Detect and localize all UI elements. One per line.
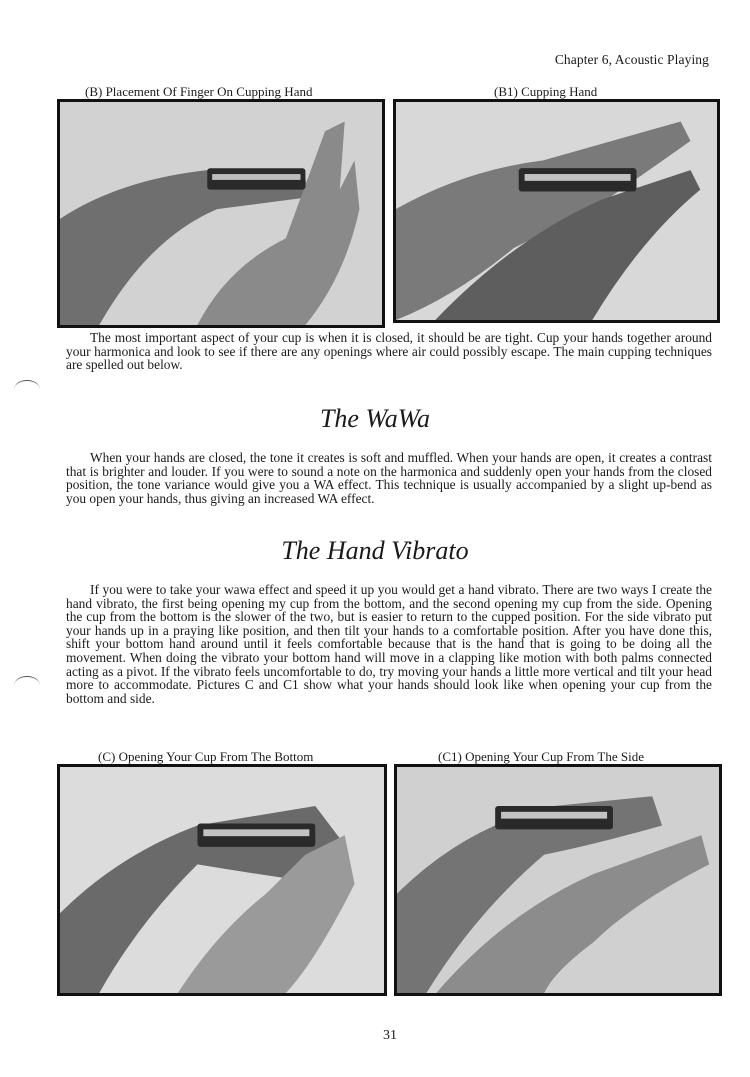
hand-vibrato-heading: The Hand Vibrato <box>281 536 469 565</box>
figure-b1-photo <box>393 99 720 323</box>
figure-c-photo <box>57 764 387 996</box>
intro-text: The most important aspect of your cup is when it is closed, it should be are tight. Cup your hands together around your harmonica and look to see if there are any openings where air could possibly escape. The main cupping techniques are spelled out below. <box>66 330 712 373</box>
figure-b1-caption: (B1) Cupping Hand <box>494 84 598 99</box>
figure-b-caption: (B) Placement Of Finger On Cupping Hand <box>85 84 313 99</box>
intro-paragraph <box>66 331 712 372</box>
page-number: 31 <box>383 1028 397 1043</box>
wawa-heading: The WaWa <box>319 404 431 433</box>
figure-b-photo <box>57 99 385 328</box>
binder-hole-mark <box>14 380 40 399</box>
figure-c1-caption: (C1) Opening Your Cup From The Side <box>438 749 644 764</box>
figure-c1-photo <box>394 764 722 996</box>
figure-c-caption: (C) Opening Your Cup From The Bottom <box>98 749 314 764</box>
running-header: Chapter 6, Acoustic Playing <box>554 52 709 67</box>
hand-vibrato-text: If you were to take your wawa effect and speed it up you would get a hand vibrato. There are two ways I create the hand vibrato, the first being opening my cup from the bottom, and the second opening my cup from the side. Opening the cup from the bottom is the slower of the two, but is easier to return to the cupped position. For the side vibrato put your hands up in a praying like position, and then tilt your hands to a comfortable position. After you have done this, shift your bottom hand around until it feels comfortable because that is the hand that is going to be doing all the movement. When doing the vibrato your bottom hand will move in a clapping like motion with both palms connected acting as a pivot. If the vibrato feels uncomfortable to do, try moving your hands a little more vertical and tilt your head more to accommodate. Pictures C and C1 show what your hands should look like when opening your cup from the bottom and side. <box>66 582 712 706</box>
wawa-text: When your hands are closed, the tone it creates is soft and muffled. When your hands are open, it creates a contrast that is brighter and louder. If you were to sound a note on the harmonica and suddenly open your hands from the closed position, the tone variance would give you a WA effect. This technique is usually accompanied by a slight up-bend as you open your hands, thus giving an increased WA effect. <box>66 450 712 506</box>
binder-hole-mark <box>14 676 40 695</box>
wawa-paragraph <box>66 451 712 505</box>
hand-vibrato-paragraph <box>66 583 712 705</box>
